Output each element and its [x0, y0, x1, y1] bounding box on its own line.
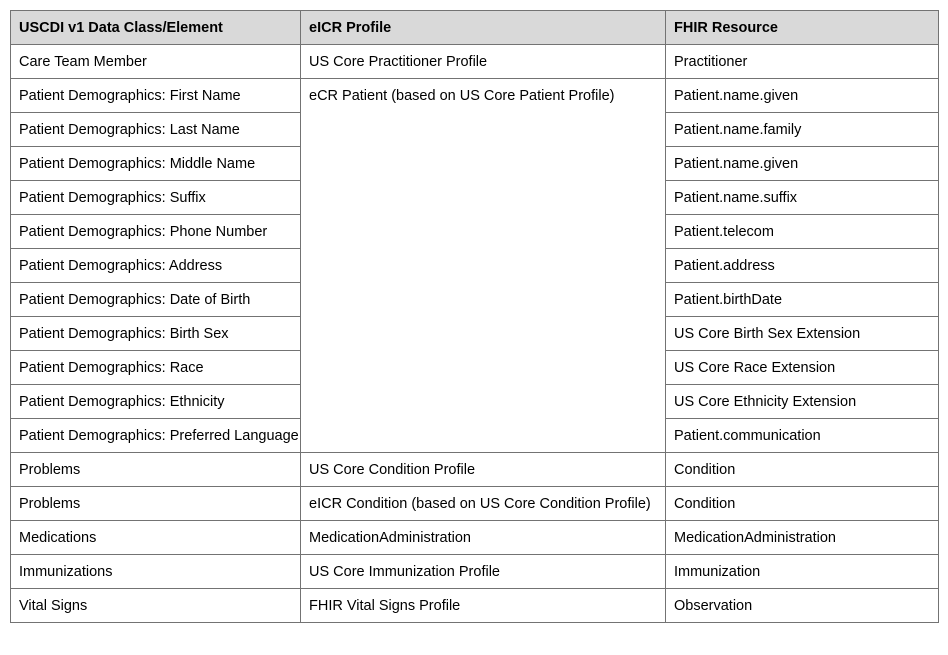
table-row — [11, 555, 939, 589]
cell-fhir: MedicationAdministration — [666, 521, 939, 555]
header-row — [11, 11, 939, 45]
cell-fhir: Practitioner — [666, 45, 939, 79]
cell-fhir: US Core Ethnicity Extension — [666, 385, 939, 419]
cell-uscdi: Patient Demographics: Race — [11, 351, 301, 385]
cell-uscdi: Patient Demographics: Birth Sex — [11, 317, 301, 351]
cell-eicr: eICR Condition (based on US Core Condition Profile) — [301, 487, 666, 521]
cell-uscdi: Patient Demographics: Last Name — [11, 113, 301, 147]
cell-uscdi: Patient Demographics: Suffix — [11, 181, 301, 215]
cell-eicr: FHIR Vital Signs Profile — [301, 589, 666, 623]
cell-uscdi: Patient Demographics: Address — [11, 249, 301, 283]
cell-fhir: Patient.name.given — [666, 79, 939, 113]
table-row — [11, 487, 939, 521]
cell-uscdi: Problems — [11, 487, 301, 521]
cell-uscdi: Patient Demographics: Middle Name — [11, 147, 301, 181]
cell-fhir: Patient.name.family — [666, 113, 939, 147]
cell-fhir: Condition — [666, 487, 939, 521]
mapping-table — [10, 10, 939, 623]
cell-uscdi: Patient Demographics: Date of Birth — [11, 283, 301, 317]
cell-uscdi: Vital Signs — [11, 589, 301, 623]
cell-uscdi: Patient Demographics: Ethnicity — [11, 385, 301, 419]
cell-fhir: Patient.telecom — [666, 215, 939, 249]
table-row — [11, 589, 939, 623]
column-header-fhir: FHIR Resource — [666, 11, 939, 45]
cell-uscdi: Patient Demographics: Phone Number — [11, 215, 301, 249]
cell-fhir: Patient.communication — [666, 419, 939, 453]
cell-fhir: Observation — [666, 589, 939, 623]
cell-uscdi: Patient Demographics: Preferred Language — [11, 419, 301, 453]
cell-eicr: US Core Condition Profile — [301, 453, 666, 487]
cell-eicr: US Core Immunization Profile — [301, 555, 666, 589]
cell-uscdi: Care Team Member — [11, 45, 301, 79]
cell-fhir: US Core Race Extension — [666, 351, 939, 385]
cell-fhir: Patient.name.suffix — [666, 181, 939, 215]
table-row — [11, 45, 939, 79]
cell-fhir: Immunization — [666, 555, 939, 589]
cell-uscdi: Immunizations — [11, 555, 301, 589]
cell-eicr: eCR Patient (based on US Core Patient Profile) — [301, 79, 666, 453]
cell-uscdi: Patient Demographics: First Name — [11, 79, 301, 113]
cell-eicr: MedicationAdministration — [301, 521, 666, 555]
cell-fhir: Patient.name.given — [666, 147, 939, 181]
column-header-uscdi: USCDI v1 Data Class/Element — [11, 11, 301, 45]
table-row — [11, 521, 939, 555]
cell-fhir: Patient.birthDate — [666, 283, 939, 317]
table-row — [11, 79, 939, 113]
cell-fhir: Patient.address — [666, 249, 939, 283]
cell-fhir: US Core Birth Sex Extension — [666, 317, 939, 351]
table-body — [11, 45, 939, 623]
cell-eicr: US Core Practitioner Profile — [301, 45, 666, 79]
column-header-eicr: eICR Profile — [301, 11, 666, 45]
table-row — [11, 453, 939, 487]
cell-uscdi: Medications — [11, 521, 301, 555]
cell-uscdi: Problems — [11, 453, 301, 487]
cell-fhir: Condition — [666, 453, 939, 487]
